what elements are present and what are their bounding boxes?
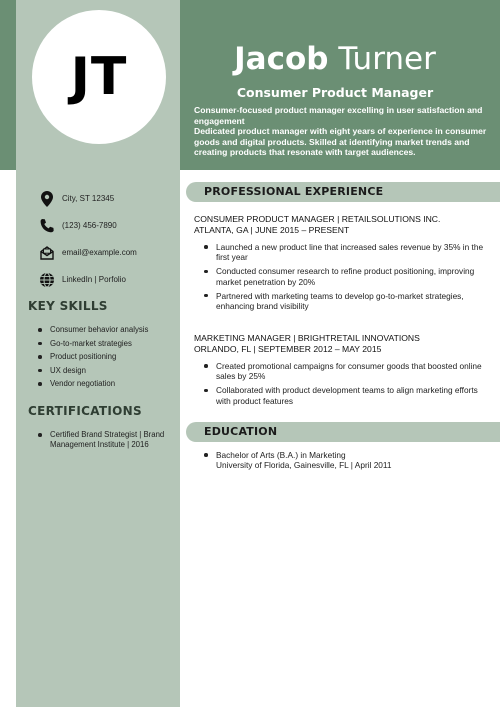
certifications-heading: CERTIFICATIONS (28, 404, 142, 418)
list-item: Partnered with marketing teams to develop go-to-market strategies, enhancing brand visibility (194, 291, 490, 312)
initials: JT (70, 47, 128, 107)
envelope-icon (38, 244, 56, 262)
list-item: Certified Brand Strategist | Brand Management Institute | 2016 (28, 430, 176, 450)
job-entry-1 (194, 214, 490, 315)
certifications-list (28, 430, 176, 454)
last-name: Turner (338, 41, 436, 77)
contact-location (38, 185, 178, 212)
experience-section-bar (186, 182, 500, 202)
contact-email[interactable] (38, 239, 178, 266)
avatar (32, 10, 166, 144)
school: University of Florida, Gainesville, FL | April 2011 (216, 460, 392, 471)
education-section-bar (186, 422, 500, 442)
list-item: Consumer behavior analysis (28, 325, 176, 335)
summary-tagline: Consumer-focused product manager excelling in user satisfaction and engagement (194, 105, 483, 126)
experience-heading: PROFESSIONAL EXPERIENCE (204, 185, 384, 198)
email-text[interactable]: email@example.com (62, 248, 137, 257)
contact-info (38, 185, 178, 293)
first-name: Jacob (234, 41, 329, 77)
job-bullets (194, 242, 490, 311)
education-bullets (194, 450, 490, 471)
job-role: CONSUMER PRODUCT MANAGER | RETAILSOLUTIONS INC. (194, 214, 441, 224)
list-item: Collaborated with product development teams to align marketing efforts with product features (194, 385, 490, 406)
education-heading: EDUCATION (204, 425, 278, 438)
list-item: Go-to-market strategies (28, 339, 176, 349)
degree: Bachelor of Arts (B.A.) in Marketing (216, 450, 346, 460)
list-item (194, 450, 490, 471)
skills-heading: KEY SKILLS (28, 299, 108, 313)
location-pin-icon (38, 190, 56, 208)
job-location-dates: ATLANTA, GA | JUNE 2015 – PRESENT (194, 225, 350, 235)
list-item: Conducted consumer research to refine product positioning, improving market penetration by 20% (194, 266, 490, 287)
skills-list (28, 325, 176, 393)
list-item: Product positioning (28, 352, 176, 362)
job-entry-2 (194, 333, 490, 410)
phone-icon (38, 217, 56, 235)
phone-text: (123) 456-7890 (62, 221, 117, 230)
job-title: Consumer Product Manager (236, 85, 434, 100)
contact-phone (38, 212, 178, 239)
education-entry (194, 450, 490, 474)
job-bullets (194, 361, 490, 406)
links-text[interactable]: LinkedIn | Porfolio (62, 275, 126, 284)
job-role: MARKETING MANAGER | BRIGHTRETAIL INNOVATIONS (194, 333, 420, 343)
list-item: Launched a new product line that increased sales revenue by 35% in the first year (194, 242, 490, 263)
candidate-name (180, 40, 490, 78)
list-item: Created promotional campaigns for consumer goods that boosted online sales by 25% (194, 361, 490, 382)
location-text: City, ST 12345 (62, 194, 115, 203)
list-item: Vendor negotiation (28, 379, 176, 389)
job-location-dates: ORLANDO, FL | SEPTEMBER 2012 – MAY 2015 (194, 344, 382, 354)
summary-body: Dedicated product manager with eight years of experience in consumer goods and digital products. Skilled at identifying market trends and creating products that resonate with target audiences. (194, 126, 487, 158)
globe-icon (38, 271, 56, 289)
contact-links[interactable] (38, 266, 178, 293)
summary (194, 105, 490, 158)
list-item: UX design (28, 366, 176, 376)
